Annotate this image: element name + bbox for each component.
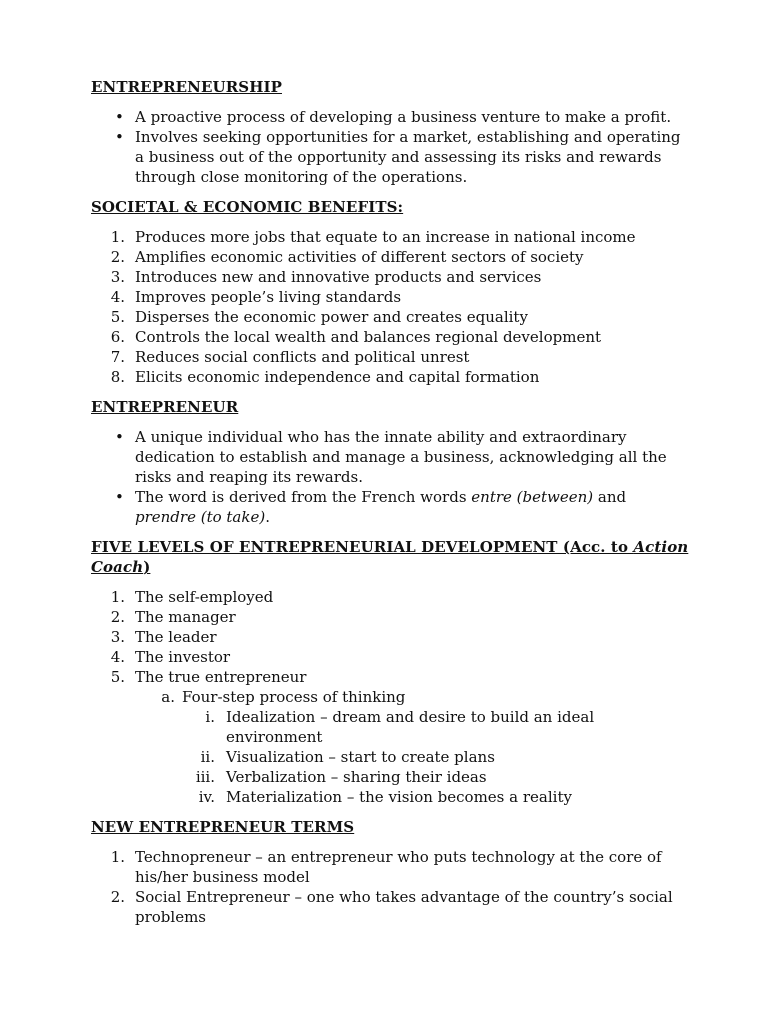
list-item <box>91 667 691 687</box>
list-item <box>91 267 691 287</box>
french-term-prendre: prendre (to take) <box>135 508 266 526</box>
list-number: 4. <box>110 648 125 666</box>
roman-list-text: Visualization – start to create plans <box>226 748 495 766</box>
list-item-text: Amplifies economic activities of different sectors of society <box>135 248 584 266</box>
heading-entrepreneurship: ENTREPRENEURSHIP <box>91 78 282 96</box>
list-item <box>91 627 691 647</box>
list-item <box>91 347 691 367</box>
bullet-item: • A unique individual who has the innate ability and extraordinary dedication to establish and manage a business, acknowledging all the risks and reaping its rewards. <box>91 427 691 487</box>
list-number: 8. <box>110 368 125 386</box>
roman-list-text: Verbalization – sharing their ideas <box>226 768 487 786</box>
list-item-text: The manager <box>135 608 236 626</box>
entrepreneur-bullet-list <box>91 427 691 527</box>
list-item <box>91 247 691 267</box>
list-number: 5. <box>110 308 125 326</box>
roman-list-item <box>91 707 691 747</box>
list-item-text: The investor <box>135 648 231 666</box>
bullet-text: . <box>265 508 270 526</box>
list-number: 1. <box>110 848 125 866</box>
roman-list-item <box>91 747 691 767</box>
roman-list-marker: i. <box>205 708 215 726</box>
document-page <box>91 77 691 927</box>
roman-list-marker: ii. <box>200 748 215 766</box>
list-item <box>91 847 691 887</box>
sub-list-text: Four-step process of thinking <box>182 688 406 706</box>
list-item-text: Reduces social conflicts and political unrest <box>135 348 470 366</box>
heading-five-levels <box>91 537 691 577</box>
list-number: 1. <box>110 588 125 606</box>
benefits-numbered-list <box>91 227 691 387</box>
list-number: 6. <box>110 328 125 346</box>
list-number: 3. <box>110 628 125 646</box>
list-item <box>91 607 691 627</box>
list-number: 1. <box>110 228 125 246</box>
list-item-text: Disperses the economic power and creates equality <box>135 308 528 326</box>
new-terms-numbered-list <box>91 847 691 927</box>
list-item-text: Elicits economic independence and capital formation <box>135 368 540 386</box>
bullet-text: and <box>593 488 627 506</box>
list-item-text: Improves people’s living standards <box>135 288 402 306</box>
heading-entrepreneur: ENTREPRENEUR <box>91 398 239 416</box>
heading-text: ) <box>143 558 151 576</box>
list-item-text: The true entrepreneur <box>135 668 307 686</box>
list-number: 4. <box>110 288 125 306</box>
roman-list-marker: iv. <box>198 788 215 806</box>
list-number: 2. <box>110 248 125 266</box>
list-item <box>91 307 691 327</box>
list-item-text: The self-employed <box>135 588 274 606</box>
list-number: 5. <box>110 668 125 686</box>
list-item <box>91 287 691 307</box>
list-number: 7. <box>110 348 125 366</box>
bullet-item: • Involves seeking opportunities for a market, establishing and operating a business out of the opportunity and assessing its risks and rewards through close monitoring of the operations. <box>91 127 691 187</box>
heading-text: FIVE LEVELS OF ENTREPRENEURIAL DEVELOPMENT (Acc. to <box>91 538 634 556</box>
list-number: 3. <box>110 268 125 286</box>
roman-list-marker: iii. <box>195 768 215 786</box>
list-item <box>91 647 691 667</box>
list-item <box>91 887 691 927</box>
heading-source: Action Coach <box>91 538 689 576</box>
list-item <box>91 587 691 607</box>
heading-benefits: SOCIETAL & ECONOMIC BENEFITS: <box>91 198 404 216</box>
french-term-entre: entre (between) <box>471 488 594 506</box>
list-item-text: The leader <box>135 628 217 646</box>
roman-list-item <box>91 767 691 787</box>
roman-list-item <box>91 787 691 807</box>
sub-list-item <box>91 687 691 707</box>
list-number: 2. <box>110 888 125 906</box>
bullet-item: • A proactive process of developing a business venture to make a profit. <box>91 107 691 127</box>
five-levels-numbered-list <box>91 587 691 687</box>
list-item-text: Social Entrepreneur – one who takes advantage of the country’s social problems <box>135 888 673 926</box>
list-item <box>91 367 691 387</box>
entrepreneurship-bullet-list <box>91 107 691 187</box>
roman-list-text: Idealization – dream and desire to build an ideal environment <box>226 708 595 746</box>
bullet-item <box>91 487 691 527</box>
list-item <box>91 227 691 247</box>
list-item-text: Technopreneur – an entrepreneur who puts technology at the core of his/her business model <box>135 848 662 886</box>
list-item <box>91 327 691 347</box>
roman-list-text: Materialization – the vision becomes a reality <box>226 788 572 806</box>
sub-list-marker: a. <box>161 688 175 706</box>
list-item-text: Controls the local wealth and balances regional development <box>135 328 602 346</box>
list-item-text: Produces more jobs that equate to an increase in national income <box>135 228 636 246</box>
heading-new-terms: NEW ENTREPRENEUR TERMS <box>91 818 355 836</box>
list-item-text: Introduces new and innovative products and services <box>135 268 542 286</box>
list-number: 2. <box>110 608 125 626</box>
bullet-text: The word is derived from the French words <box>135 488 472 506</box>
